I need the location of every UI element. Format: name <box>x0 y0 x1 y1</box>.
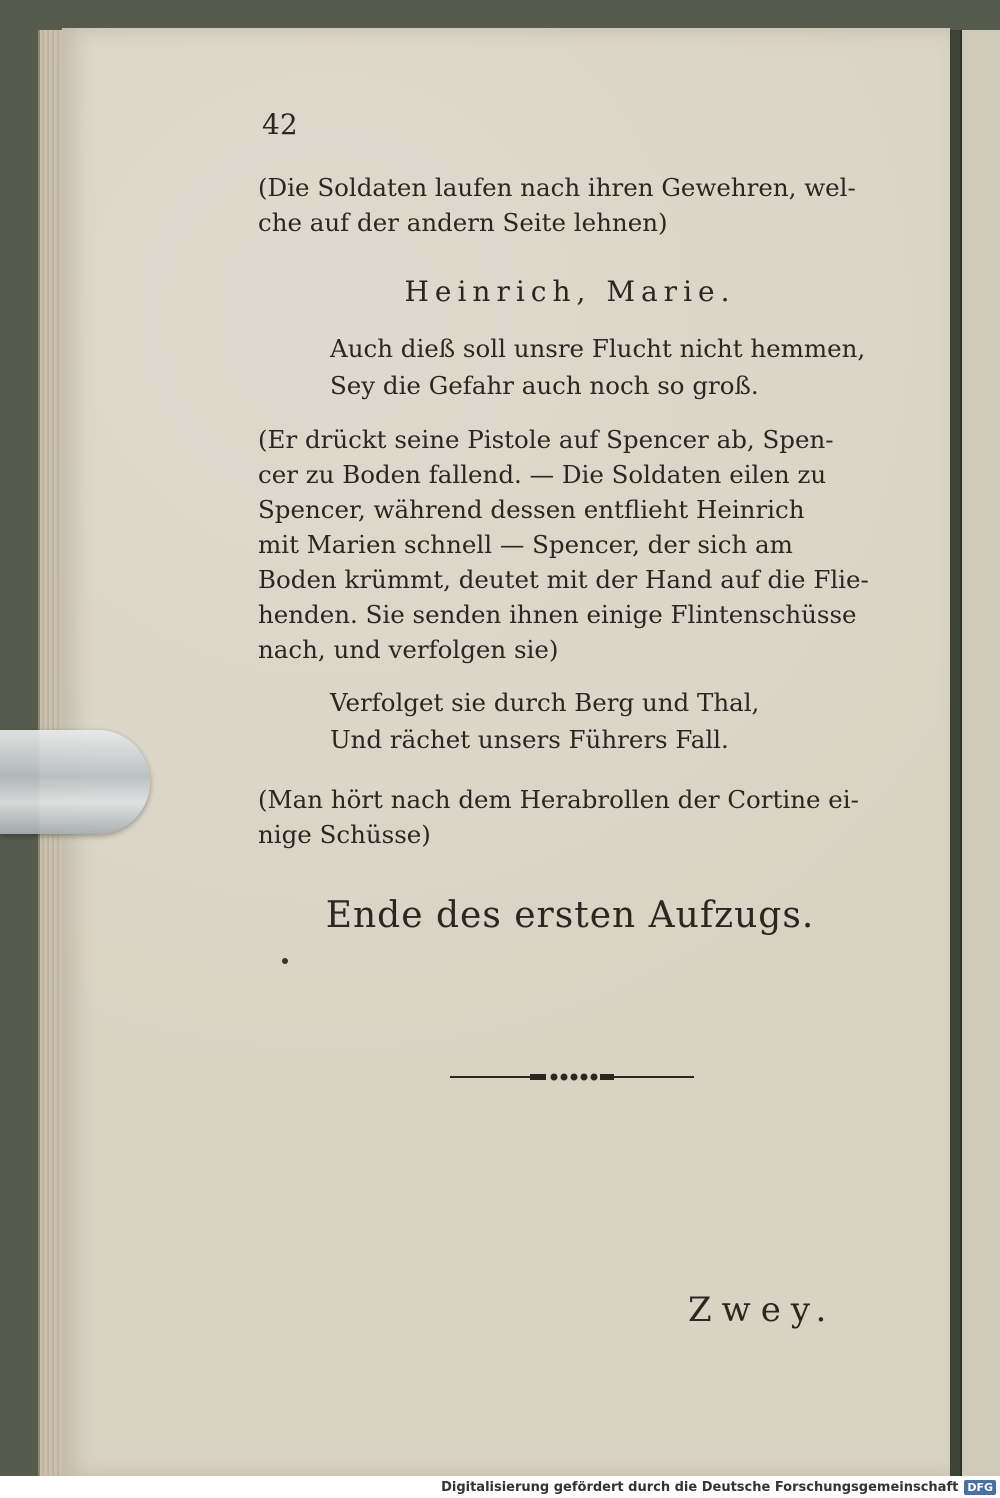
stage-direction-3: (Man hört nach dem Herabrollen der Cortine ei- nige Schüsse) <box>258 785 859 849</box>
speaker-names: Heinrich, Marie. <box>404 275 736 308</box>
stage-direction-1: (Die Soldaten laufen nach ihren Gewehren, wel- che auf der andern Seite lehnen) <box>258 173 856 237</box>
catchword: Zwey. <box>688 1290 837 1330</box>
stage-direction-2: (Er drückt seine Pistole auf Spencer ab, Spen- cer zu Boden fallend. — Die Soldaten eilen zu Spencer, während dessen entflieht Heinrich mit Marien schnell — Spencer, der sich am Boden krümmt, deutet mit der Hand auf die Flie- henden. Sie senden ihnen einige Flintenschüsse nach, und verfolgen sie) <box>258 425 869 664</box>
gutter-strip <box>950 30 960 1476</box>
footer-bar <box>0 1476 1000 1498</box>
ink-speck <box>282 958 288 964</box>
verse-1: Auch dieß soll unsre Flucht nicht hemmen, Sey die Gefahr auch noch so groß. <box>330 334 866 400</box>
page-number: 42 <box>262 108 298 141</box>
next-page-edge <box>960 30 1000 1476</box>
dfg-logo-icon: DFG <box>964 1480 996 1495</box>
funding-credit: Digitalisierung gefördert durch die Deutsche Forschungsgemeinschaft <box>441 1479 959 1495</box>
ornamental-divider <box>450 1070 694 1084</box>
page-holder-clip <box>0 730 150 834</box>
verse-2: Verfolget sie durch Berg und Thal, Und rächet unsers Führers Fall. <box>330 688 760 754</box>
act-end-title: Ende des ersten Aufzugs. <box>325 895 815 936</box>
